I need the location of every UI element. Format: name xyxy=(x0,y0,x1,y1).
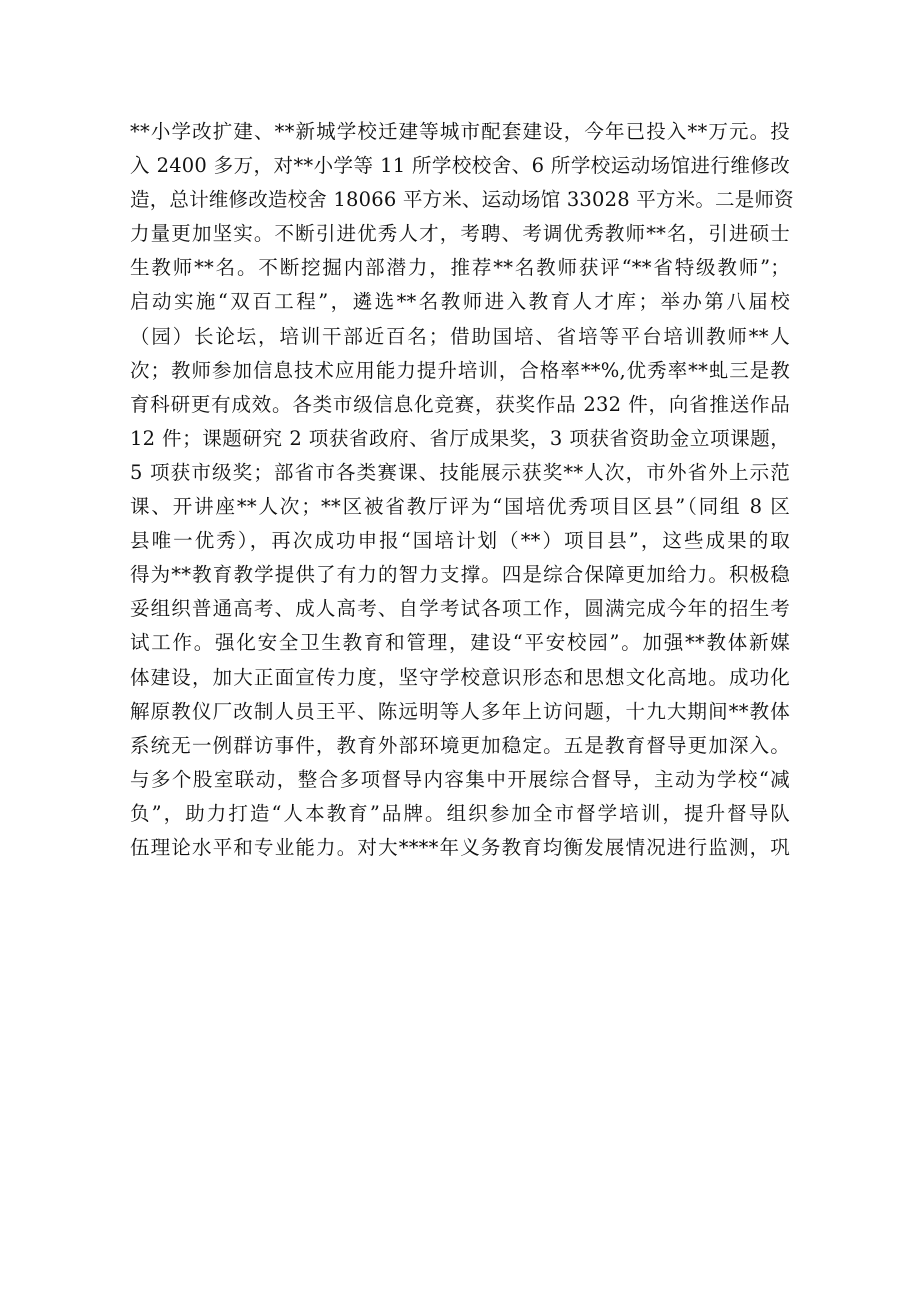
text-line: 得为**教育教学提供了有力的智力支撑。四是综合保障更加给力。积极稳 xyxy=(130,563,790,587)
text-line: 力量更加坚实。不断引进优秀人才，考聘、考调优秀教师**名，引进硕士 xyxy=(130,222,790,246)
text-line: 课、开讲座**人次；**区被省教厅评为“国培优秀项目区县”（同组 8 区 xyxy=(130,495,790,519)
text-line: （园）长论坛，培训干部近百名；借助国培、省培等平台培训教师**人 xyxy=(130,324,790,348)
text-line: 育科研更有成效。各类市级信息化竞赛，获奖作品 232 件，向省推送作品 xyxy=(130,392,790,416)
text-line: 与多个股室联动，整合多项督导内容集中开展综合督导，主动为学校“减 xyxy=(130,767,790,791)
text-line: **小学改扩建、**新城学校迁建等城市配套建设，今年已投入**万元。投 xyxy=(130,120,790,143)
text-line: 伍理论水平和专业能力。对大****年义务教育均衡发展情况进行监测，巩 xyxy=(130,835,790,859)
text-line: 生教师**名。不断挖掘内部潜力，推荐**名教师获评“**省特级教师”； xyxy=(130,256,790,280)
text-line: 系统无一例群访事件，教育外部环境更加稳定。五是教育督导更加深入。 xyxy=(130,733,790,757)
text-line: 试工作。强化安全卫生教育和管理，建设“平安校园”。加强**教体新媒 xyxy=(130,631,790,655)
text-line: 12 件；课题研究 2 项获省政府、省厅成果奖，3 项获省资助金立项课题， xyxy=(130,426,790,450)
text-line: 启动实施“双百工程”，遴选**名教师进入教育人才库；举办第八届校 xyxy=(130,290,790,314)
text-line: 体建设，加大正面宣传力度，坚守学校意识形态和思想文化高地。成功化 xyxy=(130,665,790,689)
text-line: 5 项获市级奖；部省市各类赛课、技能展示获奖**人次，市外省外上示范 xyxy=(130,460,790,484)
text-line: 造，总计维修改造校舍 18066 平方米、运动场馆 33028 平方米。二是师资 xyxy=(130,188,794,212)
text-line: 入 2400 多万，对**小学等 11 所学校校舍、6 所学校运动场馆进行维修改 xyxy=(130,154,790,178)
text-line: 负”，助力打造“人本教育”品牌。组织参加全市督学培训，提升督导队 xyxy=(130,801,790,825)
body-paragraph xyxy=(130,115,794,865)
text-line: 县唯一优秀），再次成功申报“国培计划（**）项目县”，这些成果的取 xyxy=(130,529,790,553)
text-line: 解原教仪厂改制人员王平、陈远明等人多年上访问题，十九大期间**教体 xyxy=(130,699,790,723)
text-line: 次；教师参加信息技术应用能力提升培训，合格率**%,优秀率**虬三是教 xyxy=(130,358,790,382)
text-line: 妥组织普通高考、成人高考、自学考试各项工作，圆满完成今年的招生考 xyxy=(130,597,790,621)
